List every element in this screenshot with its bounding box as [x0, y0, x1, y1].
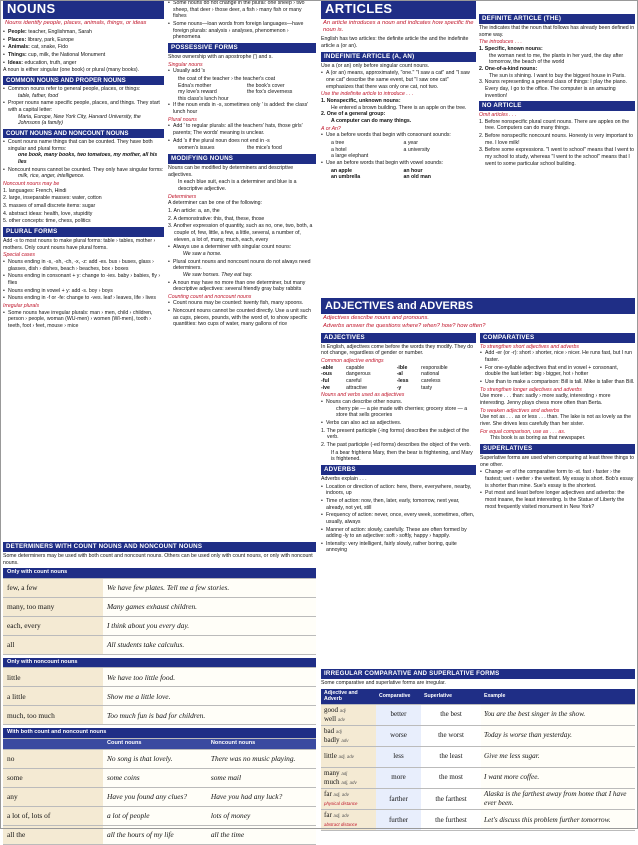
proper-nouns-rule: • Proper nouns name specific people, places, and things. They start with a capital letter: Maria, Europe, New York City, Harvard University, the Johnsons (a family) [3, 100, 164, 127]
irregular-forms-heading: IRREGULAR COMPARATIVE AND SUPERLATIVE FORMS [321, 669, 635, 679]
list-item: • Count nouns may be counted: twenty fish, many spoons. [168, 300, 316, 307]
possessive-intro: Show ownership with an apostrophe (') and s. [168, 53, 273, 60]
noncount-types-list: 1. languages: French, Hindi 2. large, inseparable masses: water, cotton 3. masses of small discrete items: sugar 4. abstract ideas: health, love, stupidity 5. other concepts: time, chess, politics [3, 187, 102, 225]
adjective-endings-heading: Common adjective endings [321, 358, 384, 365]
adjectives-subtitle: Adjectives describe nouns and pronouns. [323, 315, 430, 322]
comparatives-equal-heading: For equal comparison, use as . . . as. [480, 428, 566, 435]
possessive-modifying-column [168, 0, 316, 540]
table-row: few, a few We have few plates. Tell me a few stories. [3, 578, 316, 597]
articles-subtitle: An article introduces a noun and indicates how specific the noun is. [323, 19, 474, 34]
list-item: • Places: library, park, Europe [3, 37, 164, 44]
table-row: any Have you found any clues? Have you had any luck? [3, 787, 316, 806]
list-item: • Put most and least before longer adjectives and adverbs: the most insane, the least interesting. Is the Statue of Liberty the most frequently visited monument in New York? [480, 490, 635, 510]
nouns-subtitle: Nouns identify people, places, animals, things, or ideas [5, 19, 147, 26]
list-item: • Some nouns do not change in the plural: one sheep › two sheep, that deer › those deer, a fish › many fish or many fishes [168, 0, 316, 20]
comparatives-short-heading: To strengthen short adjectives and adverbs [480, 343, 580, 350]
list-item: • Always use a determiner with singular count nouns: We saw a horse. [168, 244, 316, 257]
list-item: • If the noun ends in -s, sometimes only ' is added: the class' lunch hour [168, 102, 316, 115]
participles-list: 1. The present participle (-ing forms) describes the subject of the verb. 2. The past participle (-ed forms) describes the object of the verb. [321, 427, 471, 449]
list-item: • Ideas: education, truth, anger [3, 60, 164, 67]
an-examples: an apple an hour [331, 167, 423, 174]
list-item: • Nouns can describe other nouns. cherry pie — a pie made with cherries; grocery store — a store that sells groceries [321, 399, 476, 419]
modifying-nouns-heading: MODIFYING NOUNS [168, 154, 316, 164]
special-cases-list: • Nouns ending in -s, -sh, -ch, -x, -z: add -es. bus › buses, glass › glasses, dish › dishes, beach › beaches, box › boxes • Nouns ending in consonant + y: change to -ies. baby › babies, fly › flies • Nouns ending in vowel + y: add -s. boy › boys • Nouns ending in -f or -fe: change to -ves. leaf › leaves, life › lives [3, 259, 164, 302]
list-item: • Some nouns—loan words from foreign languages—have foreign plurals: analysis › analyses, phenomenon › phenomena [168, 21, 316, 41]
determiners-heading: Determiners [168, 193, 197, 200]
list-item: • Plural count nouns and noncount nouns do not always need determiners. We saw horses. They eat hay. [168, 259, 316, 279]
definite-intro: The indicates that the noun that follows has already been defined in some way. [479, 24, 635, 38]
adverbs-heading: ADVERBS [321, 465, 476, 475]
count-determiners-table [3, 568, 316, 655]
list-item: • People: teacher, Englishman, Sarah [3, 29, 164, 36]
table-row: little adj, adv less the least Give me less sugar. [321, 746, 635, 767]
irregular-forms-table: Adjective and Adverb Comparative Superlative Example good adj well adv better the best You are the best singer in the show. bad adj badly adv worse the worst Today is worse than yesterday. little adj, adv less the least Give me less sugar. many adj much adj, adv more the most I want more coffee. far adj, adv physical distance farther the farthest Alaska is the farthest away from home that I have ever been. far adj, adv abstract distance further the furthest Let's discuss this problem further tomorrow. [321, 689, 635, 832]
indefinite-use-2: 2. One of a general group: [321, 111, 386, 118]
articles-title: ARTICLES [321, 0, 476, 19]
nouns-verbs-as-adjectives-heading: Nouns and verbs used as adjectives [321, 392, 405, 399]
noncount-types-heading: Noncount nouns may be [3, 181, 60, 188]
table-row: a little Show me a little love. [3, 687, 316, 706]
list-item: • Add 's if the plural noun does not end in -s [168, 138, 316, 145]
determiners-table-intro: Some determiners may be used with both count and noncount nouns. Others can be used only with count nouns, or only with noncount nouns. [3, 552, 313, 566]
indefinite-use-1: 1. Nonspecific, unknown nouns: [321, 97, 401, 104]
irregular-plurals-rule: • Some nouns have irregular plurals: man › men, child › children, person › people, woman (WU-men) › women (WI-men), tooth › teeth, foot › feet, mouse › mice [3, 310, 164, 330]
definite-article-column [479, 14, 635, 296]
adjectives-adverbs-right [480, 333, 635, 653]
omit-articles-heading: Omit articles . . . [479, 112, 517, 119]
comparatives-weaken-text: Use not as . . . as or less . . . than. The lake is not as lovely as the river. She drives less carefully than her sister. [480, 414, 631, 428]
list-item: • A noun may have no more than one determiner, but many descriptive adjectives: several friendly gray baby rabbits [168, 280, 316, 293]
a-examples: a hotel a university [331, 146, 430, 153]
table-row: many adj much adj, adv more the most I want more coffee. [321, 767, 635, 788]
list-item: • Usually add 's [168, 68, 316, 75]
count-nouns-rule: • Count nouns name things that can be counted. They have both singular and plural forms: one book, many books, two tomatoes, my mother, all his lies [3, 139, 164, 166]
adjectives-heading: ADJECTIVES [321, 333, 476, 343]
determiners-intro: A determiner can be one of the following: [168, 200, 263, 207]
list-item: • Verbs can also act as adjectives. [321, 420, 476, 427]
comparatives-equal-text: This book is as boring as that newspaper. [490, 435, 586, 442]
indefinite-use-2-example: A computer can do many things. [331, 117, 412, 124]
definite-use-3: 3. Nouns representing a general class of things: I play the piano. Every day, I go to the office. The computer is an amazing invention! [479, 79, 627, 99]
nouns-intro-list [3, 29, 164, 66]
adjectives-adverbs-section [321, 298, 635, 653]
table-row: some some coins some mail [3, 768, 316, 787]
adjectives-adverbs-left [321, 333, 476, 653]
table-row: far adj, adv physical distance farther the farthest Alaska is the farthest away from home that I have ever been. [321, 788, 635, 809]
articles-column [321, 0, 476, 296]
an-examples: an umbrella an old man [331, 174, 431, 181]
list-item: • Use a before words that begin with consonant sounds: [321, 132, 476, 139]
singular-nouns-heading: Singular nouns [168, 61, 203, 68]
plural-examples: women's issues the mice's food [178, 145, 282, 152]
indefinite-intro: Use a (or an) only before singular count nouns. [321, 62, 430, 69]
both-determiners-table: With both count and noncount nouns Count nouns Noncount nouns no No song is that lovely. There was no music playing. some some coins some mail any Have you found any clues? Have you had any luck? a lot of, lots of a lot of people lots of money all the all the hours of my life all the time [3, 728, 316, 845]
adjectives-adverbs-title: ADJECTIVES and ADVERBS [321, 298, 635, 314]
special-cases-heading: Special cases [3, 252, 36, 259]
superlatives-heading: SUPERLATIVES [480, 444, 635, 454]
comparatives-long-text: Use more . . . than: sadly › more sadly, interesting › more interesting. Jenny plays chess more often than Berta. [480, 393, 611, 407]
plural-forms-heading: PLURAL FORMS [3, 227, 164, 237]
irregular-forms-section [321, 667, 635, 831]
a-examples: a tree a year [331, 139, 418, 146]
list-item: • Change -er of the comparative form to -st. fast › faster › the fastest; wet › wetter › the wettest. My essay is short. Bob's essay is shorter than mine. Sue's essay is the shortest. [480, 469, 635, 489]
list-item: • Use an before words that begin with vowel sounds: [321, 160, 476, 167]
determiners-table-heading: DETERMINERS WITH COUNT NOUNS AND NONCOUNT NOUNS [3, 542, 316, 552]
irregular-plurals-heading: Irregular plurals [3, 302, 40, 309]
list-item: • Add -er (or -r): short › shorter, nice › nicer. He runs fast, but I run faster. [480, 350, 635, 363]
table-row: good adj well adv better the best You are the best singer in the show. [321, 704, 635, 725]
table-row: bad adj badly adv worse the worst Today is worse than yesterday. [321, 725, 635, 746]
a-example: a large elephant [331, 153, 369, 160]
comparatives-weaken-heading: To weaken adjectives and adverbs [480, 407, 560, 414]
comparatives-heading: COMPARATIVES [480, 333, 635, 343]
determiner-types-list: 1. An article: a, an, the 2. A demonstrative: this, that, these, those 3. Another expression of quantity, such as no, one, two, both, a couple of, few, little, a few, a little, several, a number of, eleven, a lot of, many, much, each, every [168, 207, 313, 243]
singular-examples: the coat of the teacher › the teacher's coat Edna's mother the book's cover my love's reward the fox's cleverness this class's lunch hour [178, 75, 293, 102]
nouns-column [3, 0, 164, 540]
list-item: • Add ' to regular plurals: all the teachers' hats, those girls' parents; The words' meaning is unclear. [168, 123, 316, 136]
modifying-example: In each blue suit, each is a determiner and blue is a descriptive adjective. [178, 179, 297, 192]
list-item: • Things: cup, milk, the National Monument [3, 52, 164, 59]
superlatives-intro: Superlative forms are used when comparing at least three things to one other. [480, 454, 634, 468]
common-proper-heading: COMMON NOUNS AND PROPER NOUNS [3, 76, 164, 85]
definite-article-heading: DEFINITE ARTICLE (THE) [479, 14, 635, 24]
table-row: a lot of, lots of a lot of people lots of money [3, 806, 316, 825]
definite-use-2-example: The sun is shining. I want to buy the biggest house in Paris. [489, 72, 626, 79]
participle-example: If a bear frightens Mary, then the bear is frightening, and Mary is frightened. [331, 449, 473, 463]
articles-intro: English has two articles: the definite article the and the indefinite article a (or an). [321, 36, 469, 50]
possessive-forms-heading: POSSESSIVE FORMS [168, 43, 316, 53]
table-row: many, too many Many games exhaust children. [3, 597, 316, 616]
adjectives-intro: In English, adjectives come before the words they modify. They do not change, regardless of gender or number. [321, 343, 474, 357]
table-row: far adj, adv abstract distance further the furthest Let's discuss this problem further tomorrow. [321, 810, 635, 831]
irregular-forms-intro: Some comparative and superlative forms are irregular. [321, 679, 446, 686]
noncount-determiners-table [3, 658, 316, 726]
table-row: all All students take calculus. [3, 635, 316, 654]
nouns-title: NOUNS [3, 0, 164, 19]
singular-plural-note: A noun is either singular (one book) or plural (many books). [3, 67, 140, 74]
adverbs-subtitle: Adverbs answer the questions where? when? how? how often? [323, 323, 486, 330]
adjective-endings-table: -able capable -ible responsible -ous dangerous -al national -ful careful -less careless -ive attractive -y tasty [321, 364, 448, 391]
a-or-an-heading: A or An? [321, 125, 341, 132]
determiners-section [3, 542, 316, 845]
table-row: little We have too little food. [3, 668, 316, 687]
list-item: • For one-syllable adjectives that end in vowel + consonant, double the last letter: big › bigger, hot › hotter [480, 365, 635, 378]
table-header: Only with count nouns [3, 568, 316, 578]
modifying-intro: Nouns can be modified by determiners and descriptive adjectives. [168, 165, 294, 178]
table-header: With both count and noncount nouns [3, 728, 316, 738]
no-article-heading: NO ARTICLE [479, 101, 635, 111]
count-noncount-heading: COUNT NOUNS AND NONCOUNT NOUNS [3, 129, 164, 138]
noncount-nouns-rule: • Noncount nouns cannot be counted. They only have singular forms: milk, rice, anger, intelligence. [3, 167, 164, 180]
plural-nouns-heading: Plural nouns [168, 116, 197, 123]
common-nouns-rule: • Common nouns refer to general people, places, or things: table, father, food [3, 86, 164, 99]
definite-use-1: 1. Specific, known nouns: [479, 45, 543, 52]
adverbs-intro: Adverbs explain . . . [321, 475, 367, 482]
omit-articles-list: 1. Before nonspecific plural count nouns. There are apples on the tree. Computers can do many things. 2. Before nonspecific noncount nouns. Honesty is very important to me. I love milk! 3. Before some expressions. "I went to school" means that I went to my school to study, whereas "I went to the school" means that I went to some particular school building. [479, 118, 635, 167]
table-row: all the all the hours of my life all the time [3, 825, 316, 844]
table-row: each, every I think about you every day. [3, 616, 316, 635]
list-item: • Use than to make a comparison: Bill is tall. Mike is taller than Bill. [480, 379, 635, 386]
adverbs-list: • Location or direction of action: here, there, everywhere, nearby, indoors, up • Time of action: now, then, later, early, tomorrow, next year, already, not yet, still • Frequency of action: never, once, every week, sometimes, often, usually, always • Manner of action: slowly, carefully. These are often formed by adding -ly to an adjective: soft › softly, happy › happily. • Intensity: very intelligent, fairly slowly, rather boring, quite annoying [321, 484, 476, 555]
comparatives-long-heading: To strengthen longer adjectives and adverbs [480, 386, 582, 393]
plural-intro: Add -s to most nouns to make plural forms: table › tables, mother › mothers. Only count nouns have plural forms. [3, 237, 156, 251]
list-item: • Noncount nouns cannot be counted directly. Use a unit such as cups, pieces, pounds, with the word of, to show specific quantities: two cups of water, many gallons of rice [168, 308, 316, 328]
definite-uses-heading: The introduces . . . [479, 39, 522, 46]
list-item: • Animals: cat, snake, Fido [3, 44, 164, 51]
counting-heading: Counting count and noncount nouns [168, 293, 252, 300]
table-header: Only with noncount nouns [3, 658, 316, 668]
indefinite-uses-heading: Use the indefinite article to introduce . . . [321, 91, 414, 98]
table-row: much, too much Too much fun is bad for children. [3, 706, 316, 725]
definite-use-1-example: the woman next to me, the plants in her yard, the day after tomorrow, the beach of the world [489, 52, 624, 66]
definite-use-2: 2. One-of-a-kind nouns: [479, 65, 538, 72]
indefinite-use-1-example: He entered a brown building. There is an apple on the tree. [331, 104, 467, 111]
indefinite-article-heading: INDEFINITE ARTICLE (A, AN) [321, 52, 476, 62]
list-item: • A (or an) means, approximately, "one." "I saw a cat" and "I saw one cat" describe the same event, but "I saw one cat" emphasizes that there was only one cat, not two. [321, 70, 476, 90]
table-row: no No song is that lovely. There was no music playing. [3, 749, 316, 768]
